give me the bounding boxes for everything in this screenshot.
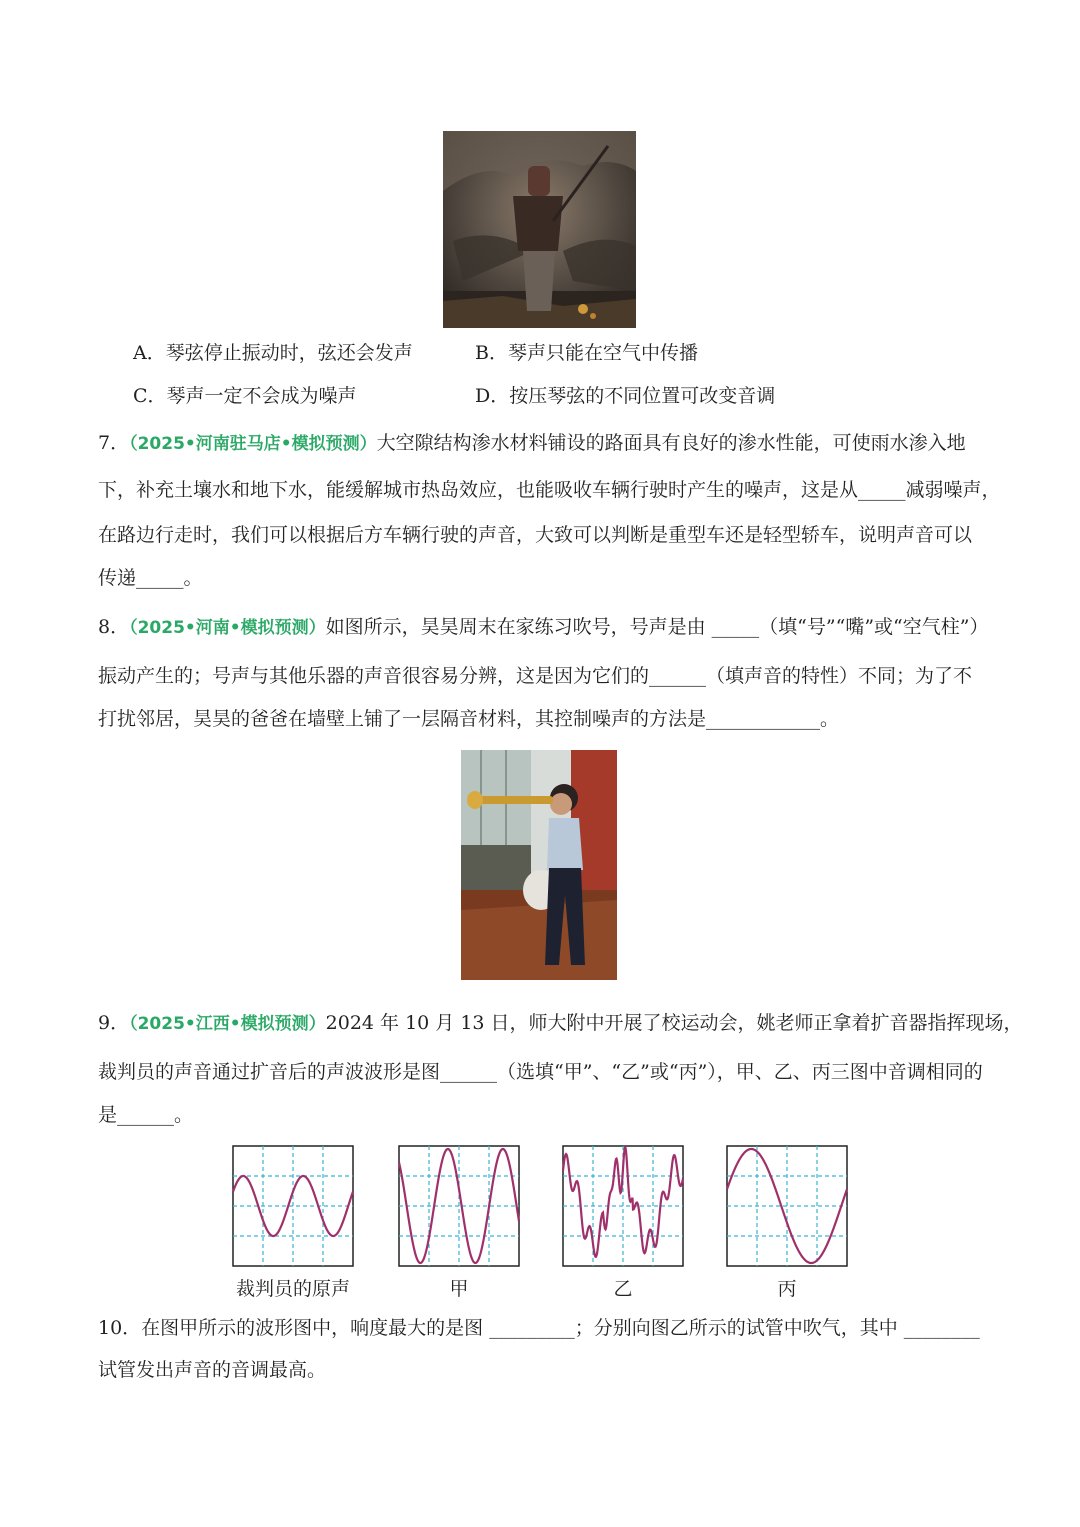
q7-number: 7． <box>98 432 130 454</box>
q6-option-d: D．按压琴弦的不同位置可改变音调 <box>475 385 776 407</box>
q7-line-3: 在路边行走时，我们可以根据后方车辆行驶的声音，大致可以判断是重型车还是轻型轿车，说明声音可以 <box>98 524 973 546</box>
q6-option-b: B．琴声只能在空气中传播 <box>475 342 698 364</box>
q9-line-2: 裁判员的声音通过扩音后的声波波形是图______（选填“甲”、“乙”或“丙”），甲、乙、丙三图中音调相同的 <box>98 1061 983 1083</box>
q9-line-1 <box>98 1011 1023 1036</box>
q7-source-tag: （2025•河南驻马店•模拟预测） <box>129 434 377 454</box>
waveform-jia <box>398 1145 520 1267</box>
erhu-player-photo <box>443 131 636 328</box>
q7-text-1: 大空隙结构渗水材料铺设的路面具有良好的渗水性能，可使雨水渗入地 <box>376 432 966 454</box>
q8-line-1 <box>98 615 988 640</box>
q7-line-4: 传递_____。 <box>98 567 203 589</box>
q9-line-3: 是______。 <box>98 1104 194 1126</box>
q6-option-a: A．琴弦停止振动时，弦还会发声 <box>133 342 413 364</box>
q6-option-c: C．琴声一定不会成为噪声 <box>133 385 357 407</box>
waveform-label-bing: 丙 <box>777 1278 797 1300</box>
waveform-label-jia: 甲 <box>449 1278 469 1300</box>
q7-line-1 <box>98 431 966 456</box>
q8-line-2: 振动产生的；号声与其他乐器的声音很容易分辨，这是因为它们的______（填声音的特性）不同；为了不 <box>98 665 973 687</box>
q8-source-tag: （2025•河南•模拟预测） <box>129 618 326 638</box>
waveform-original <box>232 1145 354 1267</box>
q7-line-2: 下，补充土壤水和地下水，能缓解城市热岛效应，也能吸收车辆行驶时产生的噪声，这是从_____减弱噪声， <box>98 479 1001 501</box>
q9-number: 9． <box>98 1012 130 1034</box>
waveform-bing <box>726 1145 848 1267</box>
waveform-label-yi: 乙 <box>613 1278 633 1300</box>
waveform-yi <box>562 1145 684 1267</box>
q9-text-1: 2024 年 10 月 13 日，师大附中开展了校运动会，姚老师正拿着扩音器指挥现场， <box>325 1012 1023 1034</box>
q8-text-1: 如图所示，昊昊周末在家练习吹号，号声是由 _____（填“号”“嘴”或“空气柱”） <box>325 616 989 638</box>
q8-number: 8． <box>98 616 130 638</box>
q9-source-tag: （2025•江西•模拟预测） <box>129 1014 326 1034</box>
q10-line-2: 试管发出声音的音调最高。 <box>98 1359 327 1381</box>
trumpet-boy-photo <box>461 750 617 980</box>
waveform-label-original: 裁判员的原声 <box>235 1278 350 1300</box>
q10-line-1: 10．在图甲所示的波形图中，响度最大的是图 _________；分别向图乙所示的试管中吹气，其中 ________ <box>98 1317 980 1339</box>
q8-line-3: 打扰邻居，昊昊的爸爸在墙壁上铺了一层隔音材料，其控制噪声的方法是____________。 <box>98 708 840 730</box>
